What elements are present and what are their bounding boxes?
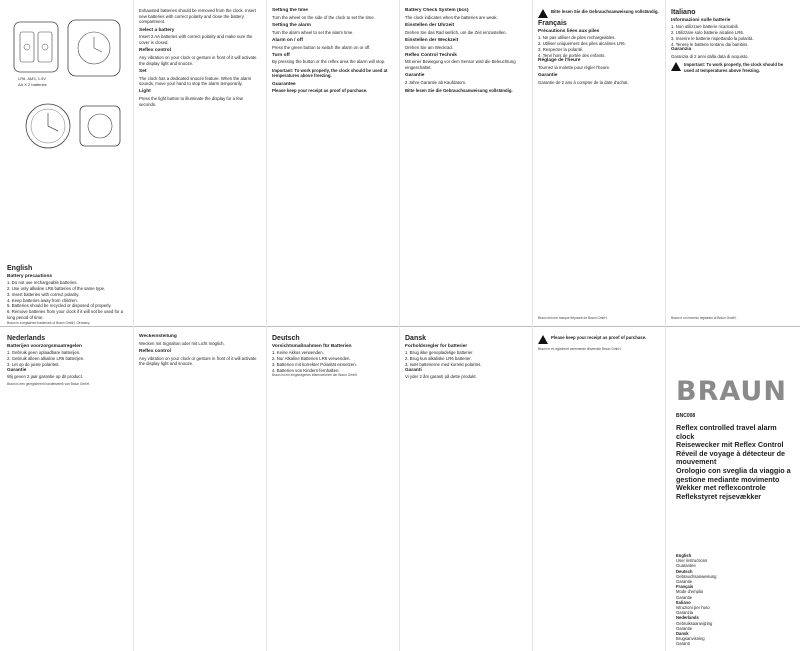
section-heading: Informazioni sulle batterie: [671, 17, 731, 23]
section-heading: Garantie: [405, 73, 425, 79]
list-item: 1. Keine Akkus verwenden.: [272, 350, 324, 356]
language-entry-text: Garanzia: [676, 610, 693, 616]
list-item: 2. Utilizzare solo batterie alcaline LR6.: [671, 30, 745, 36]
section-heading: Select a battery: [139, 27, 175, 33]
section-heading: Guarantee: [272, 81, 296, 87]
paragraph: Exhausted batteries should be removed from the clock. Insert new batteries with correct polarity and close the battery compartment.: [139, 8, 256, 25]
footer-note: Braun er et registreret varemærke tilhørende Braun GmbH.: [538, 347, 622, 351]
diagram-label: LR6, AM3, 1.5V: [18, 76, 47, 81]
cover-title-line: Reflex controlled travel alarm clock: [676, 423, 777, 441]
instructions-column: [139, 8, 261, 322]
language-entry-text: User instructions: [676, 558, 708, 564]
instructions-column: [139, 334, 261, 646]
section-heading: Battery precautions: [7, 273, 53, 279]
language-name: Italiano: [676, 599, 691, 605]
section-title: English: [7, 265, 33, 272]
section-title: Dansk: [405, 335, 427, 342]
paragraph: Turn the alarm wheel to set the alarm time.: [272, 29, 354, 35]
footer-note: Braun is a registered trademark of Braun GmbH, Germany.: [7, 321, 91, 325]
section-heading: Light: [139, 89, 151, 95]
fold-line: [133, 0, 134, 651]
language-entry-text: Gebruiksaanwijzing: [676, 620, 713, 626]
french-section: [538, 8, 660, 322]
language-name: Dansk: [676, 631, 689, 637]
list-item: 4. Tenir hors de portée des enfants.: [538, 52, 606, 58]
nederlands-section: [7, 334, 129, 646]
fold-line: [532, 0, 533, 651]
section-title: Français: [538, 20, 567, 27]
clock-diagram-svg: [8, 8, 128, 158]
section-heading: Forholdsregler for batterier: [405, 343, 468, 349]
language-entry-text: Garantie: [676, 625, 693, 631]
paragraph: The clock indicates when the batteries are weak.: [405, 14, 498, 20]
section-heading: Turn off: [272, 52, 290, 58]
language-name: Nederlands: [676, 615, 699, 621]
footer-note: Braun is een geregistreerd handelsmerk van Braun GmbH.: [7, 382, 91, 387]
list-item: 5. Batteries should be recycled or disposed of properly.: [7, 303, 112, 309]
language-index: [676, 553, 791, 647]
horizontal-fold-line: [0, 326, 800, 327]
list-item: 3. Let op de juiste polariteit.: [7, 361, 60, 367]
fold-line: [665, 0, 666, 651]
brand-logo: BRAUN: [676, 376, 787, 407]
list-item: 3. Inserire le batterie rispettando la polarità.: [671, 35, 754, 41]
section-heading: Garanti: [405, 367, 422, 373]
paragraph: The clock has a dedicated snooze feature. When the alarm sounds, move your hand to stop the alarm temporarily.: [139, 75, 252, 87]
language-entry: [676, 584, 791, 600]
battery-diagram: [8, 8, 128, 158]
language-entry: [676, 553, 791, 569]
list-item: 3. Isæt batterierne med korrekt polaritet.: [405, 361, 482, 367]
paragraph: Any vibration on your clock or gesture in front of it will activate the display light and snooze.: [139, 54, 257, 66]
paragraph: Turn the wheel on the side of the clock to set the time.: [272, 14, 375, 20]
language-entry-text: Garantie: [676, 579, 693, 585]
warning-block: [538, 335, 660, 344]
list-item: 1. Brug ikke genopladelige batterier.: [405, 350, 474, 356]
paragraph: Any vibration on your clock or gesture in front of it will activate the display light and snooze.: [139, 355, 257, 367]
paragraph: Garanzia di 2 anni dalla data di acquisto.: [671, 53, 749, 59]
instructions-column: [405, 8, 527, 322]
section-heading: Reflex control: [139, 348, 171, 354]
footer-note: Braun è un marchio registrato di Braun GmbH.: [671, 316, 737, 320]
list-item: 1. Ne pas utiliser de piles rechargeables.: [538, 35, 616, 41]
paragraph: Wecken mit Signalton oder mit Licht möglich.: [139, 340, 225, 346]
footer-note: Braun est une marque déposée de Braun GmbH.: [538, 316, 608, 320]
section-heading: Setting the time: [272, 8, 308, 13]
important-note: Please keep your receipt as proof of purchase.: [272, 88, 368, 94]
paragraph: Wij geven 2 jaar garantie op dit product.: [7, 374, 83, 380]
paragraph: By pressing the button or the reflex area the alarm will stop.: [272, 59, 386, 65]
paragraph: Insert 2 AA batteries with correct polarity and make sure the cover is closed.: [139, 34, 253, 46]
section-heading: Set: [139, 68, 147, 74]
paragraph: Tournez la molette pour régler l'heure.: [538, 64, 611, 70]
cover-title-line: Orologio con sveglia da viaggio a gestione mediante movimento: [676, 465, 791, 484]
section-heading: Garanzia: [671, 47, 692, 53]
list-item: 1. Non utilizzare batterie ricaricabili.: [671, 24, 739, 30]
list-item: 6. Remove batteries from your clock if it will not be used for a long period of time.: [7, 308, 124, 320]
section-heading: Weckeinstellung: [139, 334, 177, 339]
section-title: Deutsch: [272, 335, 300, 342]
list-item: 3. Batterien mit korrekter Polarität einsetzen.: [272, 361, 357, 367]
language-entry-text: Istruzioni per l'uso: [676, 605, 710, 611]
section-title: Italiano: [671, 9, 696, 16]
language-name: English: [676, 553, 692, 558]
list-item: 2. Brug kun alkaliske LR6 batterier.: [405, 356, 472, 362]
list-item: 4. Batterien von Kindern fernhalten.: [272, 367, 340, 373]
important-note: Bitte lesen Sie die Gebrauchsanweisung vollständig.: [405, 88, 513, 94]
fold-line: [266, 0, 267, 651]
fold-line: [399, 0, 400, 651]
list-item: 3. Insert batteries with correct polarity.: [7, 291, 80, 297]
section-heading: Einstellen der Uhrzeit: [405, 22, 455, 28]
section-heading: Alarm on / off: [272, 37, 303, 43]
section-heading: Reflex Control Technik: [405, 52, 457, 58]
language-entry: [676, 600, 791, 616]
diagram-label: AA X 2 batteries: [18, 82, 47, 87]
cover-title-line: Wekker met reflexcontrole: [676, 483, 766, 493]
cover-titles: [676, 424, 791, 501]
section-heading: Einstellen der Weckzeit: [405, 37, 459, 43]
language-entry: [676, 631, 791, 647]
language-entry-text: Mode d'emploi: [676, 589, 704, 595]
list-item: 2. Gebruik alleen alkaline LR6 batterijen.: [7, 356, 85, 362]
language-entry-text: Brugsanvisning: [676, 636, 705, 642]
paragraph: Press the green button to switch the alarm on or off.: [272, 44, 371, 50]
section-heading: Reflex control: [139, 48, 171, 54]
paragraph: Press the light button to illuminate the display for a few seconds.: [139, 96, 243, 107]
language-entry-text: Garanti: [676, 641, 690, 647]
section-heading: Garantie: [7, 367, 27, 373]
deutsch-section: [272, 334, 394, 646]
section-heading: Précautions liées aux piles: [538, 28, 600, 34]
paragraph: Drehen Sie am Weckrad.: [405, 44, 453, 50]
list-item: 2. Nur Alkaline Batterien LR6 verwenden.: [272, 356, 351, 362]
important-note: Important: To work properly, the clock should be used at temperatures above freezing.: [272, 67, 388, 79]
cover-title-line: Réveil de voyage à détecteur de mouvement: [676, 448, 786, 467]
section-heading: Garantie: [538, 73, 558, 79]
section-heading: Réglage de l'heure: [538, 58, 581, 64]
warning-icon: [538, 335, 548, 344]
warning-block: [671, 62, 793, 73]
paragraph: Vi yder 2 års garanti på dette produkt.: [405, 374, 477, 380]
list-item: 1. Do not use rechargeable batteries.: [7, 280, 78, 286]
warning-block: [538, 9, 660, 18]
model-number: BNC008: [676, 413, 696, 419]
list-item: 4. Tenere le batterie lontano dai bambini.: [671, 41, 749, 47]
paragraph: Garantie de 2 ans à compter de la date d'achat.: [538, 79, 629, 85]
warning-text: Important: To work properly, the clock should be used at temperatures above freezing.: [684, 62, 784, 73]
dansk-section: [405, 334, 527, 646]
language-entry: [676, 569, 791, 585]
language-name: Français: [676, 584, 694, 590]
warning-icon: [671, 62, 681, 71]
language-entry: [676, 615, 791, 631]
list-item: 3. Respecter la polarité.: [538, 46, 584, 52]
paragraph: Drehen Sie das Rad seitlich, um die Zeit einzustellen.: [405, 29, 507, 35]
footer-note: Braun ist ein eingetragenes Warenzeichen der Braun GmbH.: [272, 373, 358, 378]
language-name: Deutsch: [676, 568, 693, 574]
italiano-section: [671, 8, 793, 322]
warning-column: [538, 334, 660, 646]
cover-title-line: Reisewecker mit Reflex Control: [676, 440, 784, 450]
warning-icon: [538, 9, 548, 18]
paragraph: 2 Jahre Garantie ab Kaufdatum.: [405, 80, 467, 86]
section-heading: Batterijen voorzorgsmaatregelen: [7, 343, 82, 349]
warning-text: Please keep your receipt as proof of purchase.: [551, 335, 647, 340]
language-entry-text: Gebrauchsanweisung: [676, 573, 717, 579]
language-entry-text: Garantie: [676, 594, 693, 600]
english-section: [7, 264, 129, 324]
instructions-column: [272, 8, 394, 322]
section-heading: Setting the alarm: [272, 22, 311, 28]
list-item: 4. Keep batteries away from children.: [7, 297, 78, 303]
paragraph: Mit einer Bewegung vor dem Sensor wird die Beleuchtung eingeschaltet.: [405, 59, 516, 71]
warning-text: Bitte lesen Sie die Gebrauchsanweisung vollständig.: [551, 9, 659, 14]
cover-title-line: Reflekstyret rejsevækker: [676, 491, 762, 501]
section-heading: Vorsichtsmaßnahmen für Batterien: [272, 343, 352, 349]
language-entry-text: Guarantee: [676, 563, 696, 569]
list-item: 2. Utiliser uniquement des piles alcalines LR6.: [538, 41, 626, 47]
section-title: Nederlands: [7, 335, 46, 342]
list-item: 2. Use only alkaline LR6 batteries of the same type.: [7, 286, 106, 292]
section-heading: Battery Check System (bcs): [405, 8, 469, 13]
list-item: 1. Gebruik geen oplaadbare batterijen.: [7, 350, 81, 356]
